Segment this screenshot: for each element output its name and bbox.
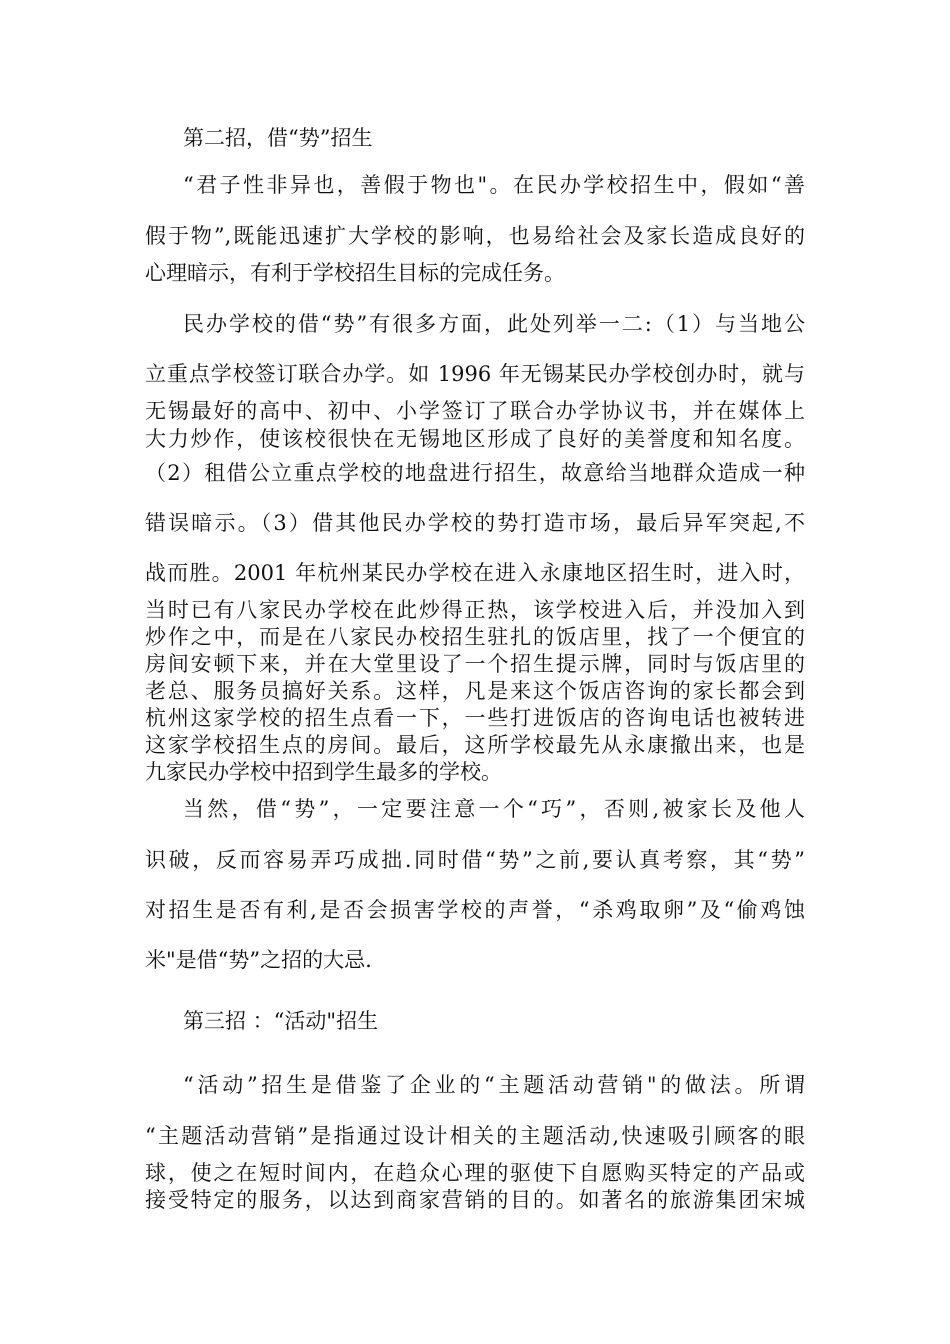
paragraph-line: 对招生是否有利,是否会损害学校的声誉，“杀鸡取卵”及“偷鸡蚀 bbox=[145, 898, 805, 922]
paragraph-line: “活动”招生是借鉴了企业的“主题活动营销"的做法。所谓 bbox=[183, 1073, 805, 1097]
paragraph-line: 民办学校的借“势”有很多方面，此处列举一二:（1）与当地公 bbox=[183, 312, 805, 336]
paragraph-line: 识破，反而容易弄巧成拙.同时借“势”之前,要认真考察，其“势” bbox=[145, 848, 805, 872]
section-heading: 第三招 ：“活动"招生 bbox=[183, 1009, 379, 1033]
paragraph-line: 错误暗示。（3）借其他民办学校的势打造市场，最后异军突起,不 bbox=[145, 511, 805, 535]
paragraph-line: 立重点学校签订联合办学。如 1996 年无锡某民办学校创办时，就与 bbox=[145, 362, 805, 386]
paragraph-line: 当然，借“势”，一定要注意一个“巧”，否则,被家长及他人 bbox=[183, 797, 805, 821]
paragraph-line: 九家民办学校中招到学生最多的学校。 bbox=[145, 760, 502, 784]
paragraph-line: 大力炒作，使该校很快在无锡地区形成了良好的美誉度和知名度。 bbox=[145, 427, 805, 451]
paragraph-line: “君子性非异也，善假于物也"。在民办学校招生中，假如“善 bbox=[183, 173, 805, 197]
paragraph-line: 房间安顿下来，并在大堂里设了一个招生提示牌，同时与饭店里的 bbox=[145, 652, 805, 676]
paragraph-line: 炒作之中，而是在八家民办校招生驻扎的饭店里，找了一个便宜的 bbox=[145, 625, 805, 649]
paragraph-line: 当时已有八家民办学校在此炒得正热，该学校进入后，并没加入到 bbox=[145, 598, 805, 622]
paragraph-line: 老总、服务员搞好关系。这样，凡是来这个饭店咨询的家长都会到 bbox=[145, 679, 805, 703]
paragraph-line: 杭州这家学校的招生点看一下，一些打进饭店的咨询电话也被转进 bbox=[145, 706, 805, 730]
paragraph-line: 接受特定的服务，以达到商家营销的目的。如著名的旅游集团宋城 bbox=[145, 1188, 805, 1212]
section-heading: 第二招，借“势”招生 bbox=[183, 126, 373, 150]
paragraph-line: 这家学校招生点的房间。最后，这所学校最先从永康撤出来，也是 bbox=[145, 733, 805, 757]
paragraph-line: 假于物”,既能迅速扩大学校的影响，也易给社会及家长造成良好的 bbox=[145, 224, 805, 248]
paragraph-line: 球，使之在短时间内，在趋众心理的驱使下自愿购买特定的产品或 bbox=[145, 1161, 805, 1185]
paragraph-line: “主题活动营销”是指通过设计相关的主题活动,快速吸引顾客的眼 bbox=[145, 1124, 805, 1148]
paragraph-line: 米"是借“势”之招的大忌. bbox=[145, 948, 372, 972]
paragraph-line: 战而胜。2001 年杭州某民办学校在进入永康地区招生时，进入时， bbox=[145, 561, 805, 585]
paragraph-line: 无锡最好的高中、初中、小学签订了联合办学协议书，并在媒体上 bbox=[145, 399, 805, 423]
paragraph-line: 心理暗示，有利于学校招生目标的完成任务。 bbox=[145, 261, 565, 285]
paragraph-line: （2）租借公立重点学校的地盘进行招生，故意给当地群众造成一种 bbox=[145, 461, 805, 485]
